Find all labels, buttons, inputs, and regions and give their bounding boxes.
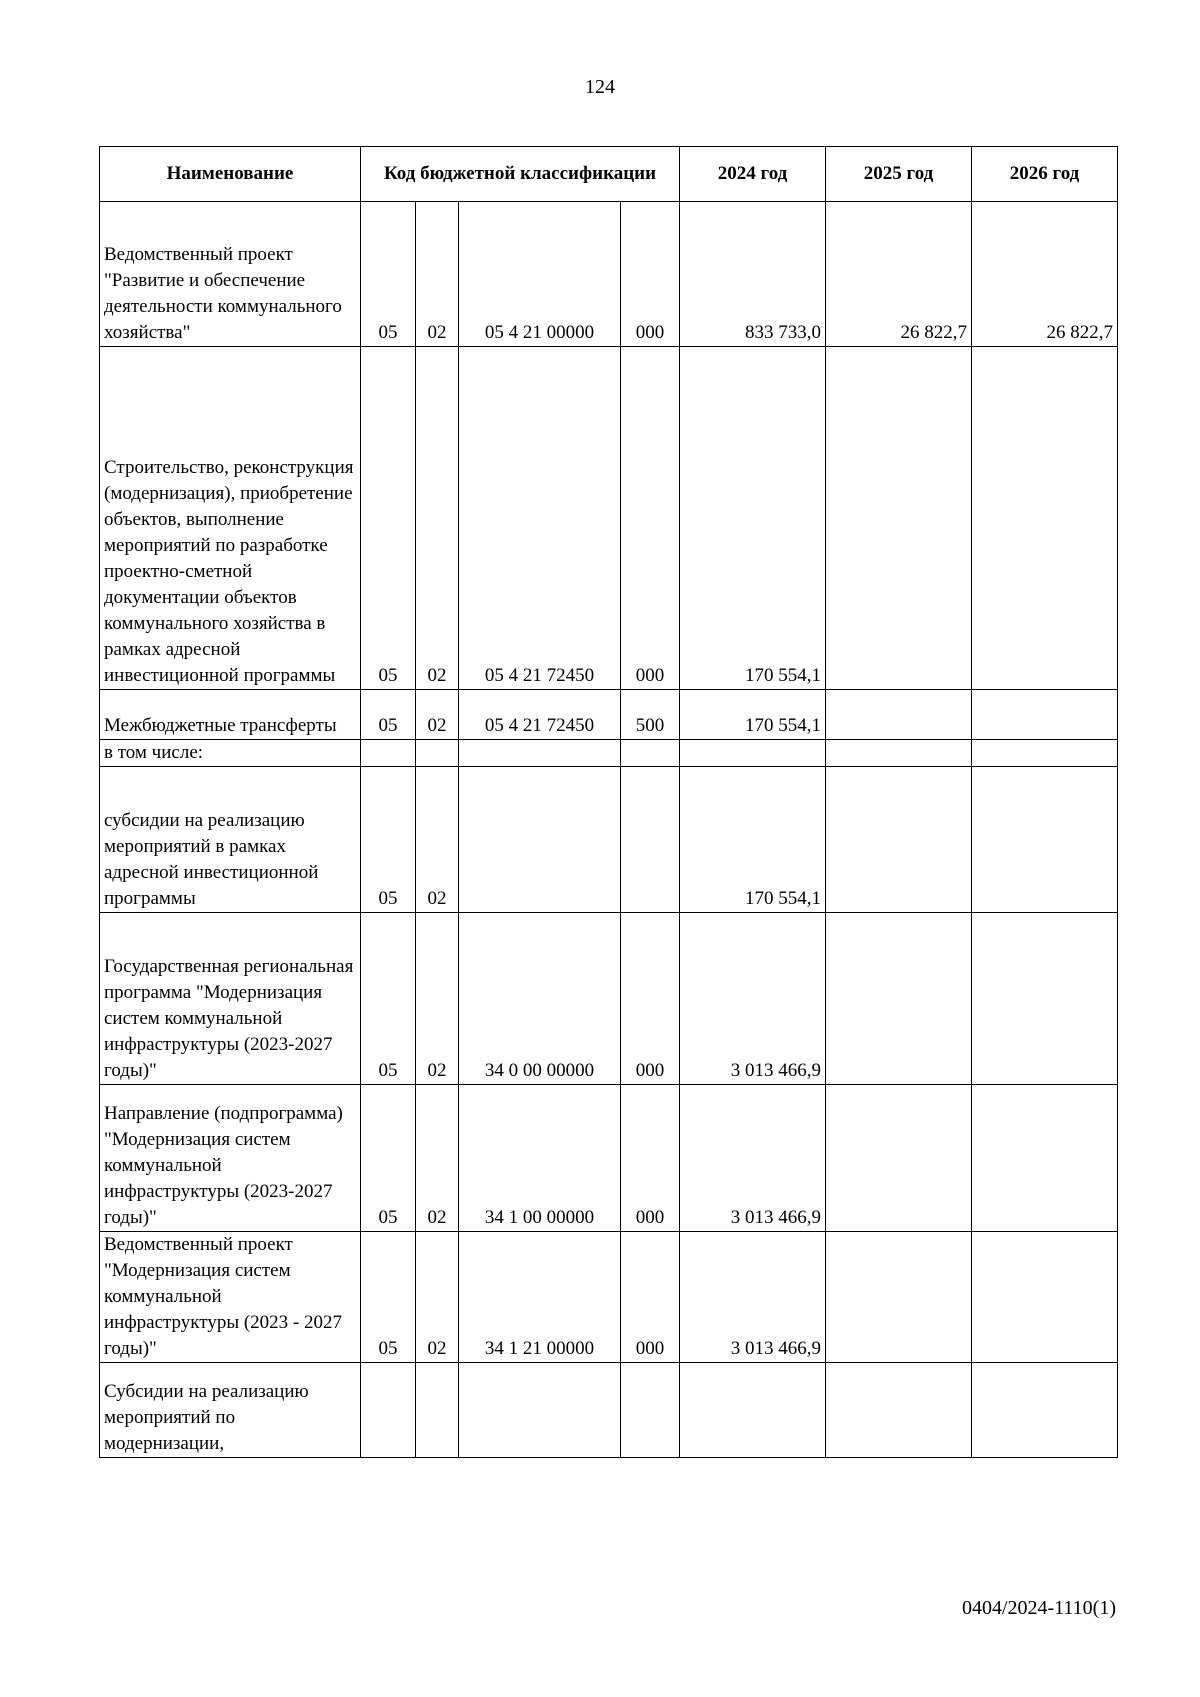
- amount-2024: 170 554,1: [680, 767, 826, 913]
- code-section: 05: [361, 1085, 416, 1232]
- table-row: [100, 1085, 1118, 1232]
- code-section: [361, 740, 416, 767]
- page-number: 124: [585, 76, 615, 98]
- amount-2024: [680, 740, 826, 767]
- code-subsection: 02: [416, 202, 459, 347]
- amount-2025: [826, 1363, 972, 1458]
- row-name: субсидии на реализацию мероприятий в рамках адресной инвестиционной программы: [100, 767, 361, 913]
- amount-2025: [826, 690, 972, 740]
- row-name: в том числе:: [100, 740, 361, 767]
- code-target-article: 05 4 21 00000: [459, 202, 621, 347]
- code-expense-type: 000: [621, 347, 680, 690]
- row-name: Государственная региональная программа "Модернизация систем коммунальной инфраструктуры (2023-2027 годы)": [100, 913, 361, 1085]
- table-body: [100, 202, 1118, 1458]
- table-row: [100, 1363, 1118, 1458]
- row-name: Ведомственный проект "Модернизация систем коммунальной инфраструктуры (2023 - 2027 годы)": [100, 1232, 361, 1363]
- amount-2024: 170 554,1: [680, 690, 826, 740]
- code-subsection: 02: [416, 690, 459, 740]
- code-subsection: 02: [416, 1085, 459, 1232]
- amount-2025: [826, 347, 972, 690]
- code-subsection: 02: [416, 767, 459, 913]
- code-expense-type: [621, 767, 680, 913]
- code-section: 05: [361, 1232, 416, 1363]
- amount-2026: [972, 767, 1118, 913]
- amount-2024: 3 013 466,9: [680, 1232, 826, 1363]
- code-section: 05: [361, 202, 416, 347]
- row-name: Ведомственный проект "Развитие и обеспечение деятельности коммунального хозяйства": [100, 202, 361, 347]
- amount-2025: [826, 1232, 972, 1363]
- header-2025: 2025 год: [826, 147, 972, 202]
- amount-2025: [826, 1085, 972, 1232]
- code-section: [361, 1363, 416, 1458]
- amount-2026: [972, 1085, 1118, 1232]
- table-row: [100, 347, 1118, 690]
- row-name: Направление (подпрограмма) "Модернизация систем коммунальной инфраструктуры (2023-2027 годы)": [100, 1085, 361, 1232]
- header-2024: 2024 год: [680, 147, 826, 202]
- amount-2026: [972, 913, 1118, 1085]
- code-expense-type: 000: [621, 913, 680, 1085]
- code-subsection: 02: [416, 1232, 459, 1363]
- code-subsection: [416, 1363, 459, 1458]
- amount-2025: [826, 740, 972, 767]
- code-section: 05: [361, 767, 416, 913]
- budget-table: [99, 146, 1118, 1458]
- code-section: 05: [361, 347, 416, 690]
- amount-2025: [826, 767, 972, 913]
- code-expense-type: 500: [621, 690, 680, 740]
- amount-2026: [972, 347, 1118, 690]
- code-subsection: 02: [416, 913, 459, 1085]
- header-2026: 2026 год: [972, 147, 1118, 202]
- code-target-article: 05 4 21 72450: [459, 690, 621, 740]
- code-target-article: 34 1 21 00000: [459, 1232, 621, 1363]
- amount-2025: [826, 913, 972, 1085]
- code-section: 05: [361, 690, 416, 740]
- code-expense-type: 000: [621, 1085, 680, 1232]
- code-expense-type: [621, 740, 680, 767]
- amount-2024: [680, 1363, 826, 1458]
- amount-2024: 833 733,0: [680, 202, 826, 347]
- row-name: Межбюджетные трансферты: [100, 690, 361, 740]
- table-row: [100, 1232, 1118, 1363]
- amount-2026: [972, 690, 1118, 740]
- code-target-article: 05 4 21 72450: [459, 347, 621, 690]
- code-target-article: [459, 1363, 621, 1458]
- amount-2026: [972, 1363, 1118, 1458]
- row-name: Строительство, реконструкция (модернизация), приобретение объектов, выполнение мероприятий по разработке проектно-сметной документации объектов коммунального хозяйства в рамках адресной инвестиционной программы: [100, 347, 361, 690]
- amount-2024: 170 554,1: [680, 347, 826, 690]
- amount-2026: [972, 1232, 1118, 1363]
- amount-2025: 26 822,7: [826, 202, 972, 347]
- code-section: 05: [361, 913, 416, 1085]
- table-header: [100, 147, 1118, 202]
- code-target-article: 34 0 00 00000: [459, 913, 621, 1085]
- table-row: [100, 767, 1118, 913]
- amount-2026: [972, 740, 1118, 767]
- header-code: Код бюджетной классификации: [361, 147, 680, 202]
- table-row: [100, 740, 1118, 767]
- amount-2024: 3 013 466,9: [680, 1085, 826, 1232]
- code-expense-type: 000: [621, 1232, 680, 1363]
- header-name: Наименование: [100, 147, 361, 202]
- code-target-article: [459, 740, 621, 767]
- code-expense-type: [621, 1363, 680, 1458]
- amount-2026: 26 822,7: [972, 202, 1118, 347]
- code-target-article: 34 1 00 00000: [459, 1085, 621, 1232]
- code-subsection: 02: [416, 347, 459, 690]
- amount-2024: 3 013 466,9: [680, 913, 826, 1085]
- table-row: [100, 913, 1118, 1085]
- table-row: [100, 202, 1118, 347]
- code-subsection: [416, 740, 459, 767]
- code-target-article: [459, 767, 621, 913]
- table-row: [100, 690, 1118, 740]
- document-code: 0404/2024-1110(1): [961, 1597, 1116, 1619]
- row-name: Субсидии на реализацию мероприятий по модернизации,: [100, 1363, 361, 1458]
- code-expense-type: 000: [621, 202, 680, 347]
